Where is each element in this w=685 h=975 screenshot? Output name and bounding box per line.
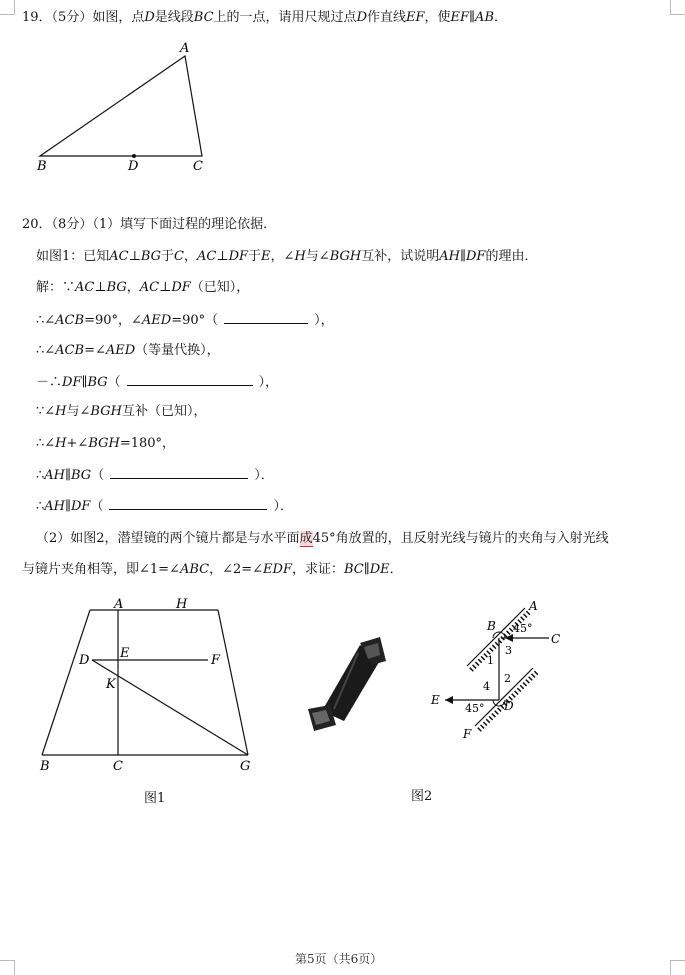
corner-mark-top-right <box>670 0 685 15</box>
q20-given: 如图1：已知AC⊥BG于C，AC⊥DF于E，∠H与∠BGH互补，试说明AH∥DF的理由． <box>36 249 538 264</box>
fig1-label-c: C <box>113 759 123 774</box>
q20-part2-line2: 与镜片夹角相等，即∠1=∠ABC，∠2=∠EDF，求证：BC∥DE． <box>22 562 403 577</box>
q19-triangle-figure <box>30 38 230 178</box>
fig2-label-a: A <box>529 599 538 613</box>
fig2-angle-2: 2 <box>504 672 511 685</box>
segment-hg <box>218 610 248 755</box>
fig2-angle-3: 3 <box>505 644 512 657</box>
fig1-label-b: B <box>40 759 50 774</box>
fig1-label-e: E <box>120 646 130 661</box>
label-c: C <box>193 159 203 174</box>
fig2-label-b: B <box>487 619 496 633</box>
corner-mark-bottom-left <box>0 960 15 975</box>
fig2-label-e: E <box>431 693 440 707</box>
fig1-label-a: A <box>114 597 124 612</box>
q20-step-4: ∵∠H与∠BGH互补（已知）， <box>36 404 207 419</box>
figure-2-periscope-diagram <box>425 596 575 746</box>
q20-step-6: ∴AH∥BG（ ）． <box>36 468 274 483</box>
fig1-label-d: D <box>79 653 90 668</box>
corner-mark-top-left <box>0 0 15 15</box>
q20-step-1: ∴∠ACB=90°，∠AED=90°（ ）， <box>36 313 334 328</box>
figure-1-caption: 图1 <box>144 791 166 806</box>
answer-blank-1[interactable] <box>224 311 308 324</box>
fig2-angle-45-top: 45° <box>513 622 533 635</box>
q20-part2-line1: （2）如图2，潜望镜的两个镜片都是与水平面成45°角放置的，且反射光线与镜片的夹角与入射光线 <box>36 531 609 546</box>
answer-blank-3[interactable] <box>110 466 248 479</box>
answer-blank-2[interactable] <box>127 373 253 386</box>
corner-mark-bottom-right <box>670 960 685 975</box>
point-d <box>132 154 136 158</box>
figure-2-caption: 图2 <box>411 789 433 804</box>
q20-step-7: ∴AH∥DF（ ）． <box>36 499 293 514</box>
fig1-label-f: F <box>211 653 221 668</box>
fig1-label-g: G <box>240 759 251 774</box>
fig1-label-k: K <box>106 677 116 692</box>
fig2-label-c: C <box>551 632 561 646</box>
q20-title: 20．（8分）（1）填写下面过程的理论依据． <box>22 217 277 232</box>
q20-step-3: －∴DF∥BG（ ）， <box>36 375 279 390</box>
fig1-label-h: H <box>176 597 188 612</box>
page-footer: 第5页（共6页） <box>295 952 383 966</box>
arrow-de-icon <box>445 696 453 704</box>
label-d: D <box>128 159 139 174</box>
q20-step-5: ∴∠H+∠BGH=180°， <box>36 436 176 451</box>
answer-blank-4[interactable] <box>109 497 267 510</box>
upper-mirror-hatching <box>471 612 529 670</box>
segment-ab <box>42 610 90 755</box>
segment-dg <box>92 660 248 755</box>
triangle-abc <box>40 56 202 156</box>
label-a: A <box>180 41 190 56</box>
q20-step-2: ∴∠ACB=∠AED（等量代换）， <box>36 343 220 358</box>
figure-1-trapezoid <box>30 592 260 777</box>
fig2-angle-4: 4 <box>483 680 490 693</box>
q20-solution-start: 解：∵AC⊥BG，AC⊥DF（已知）， <box>36 280 250 295</box>
fig2-angle-1: 1 <box>487 654 494 667</box>
periscope-image <box>300 635 395 735</box>
upper-mirror-line <box>467 608 525 666</box>
label-b: B <box>37 159 47 174</box>
fig2-label-d: D <box>504 699 514 713</box>
fig2-angle-45-bottom: 45° <box>465 702 485 715</box>
q19-statement: 19．（5分）如图，点D是线段BC上的一点，请用尺规过点D作直线EF，使EF∥AB． <box>22 10 508 25</box>
highlighted-char: 成 <box>299 531 313 546</box>
fig2-label-f: F <box>463 727 472 741</box>
